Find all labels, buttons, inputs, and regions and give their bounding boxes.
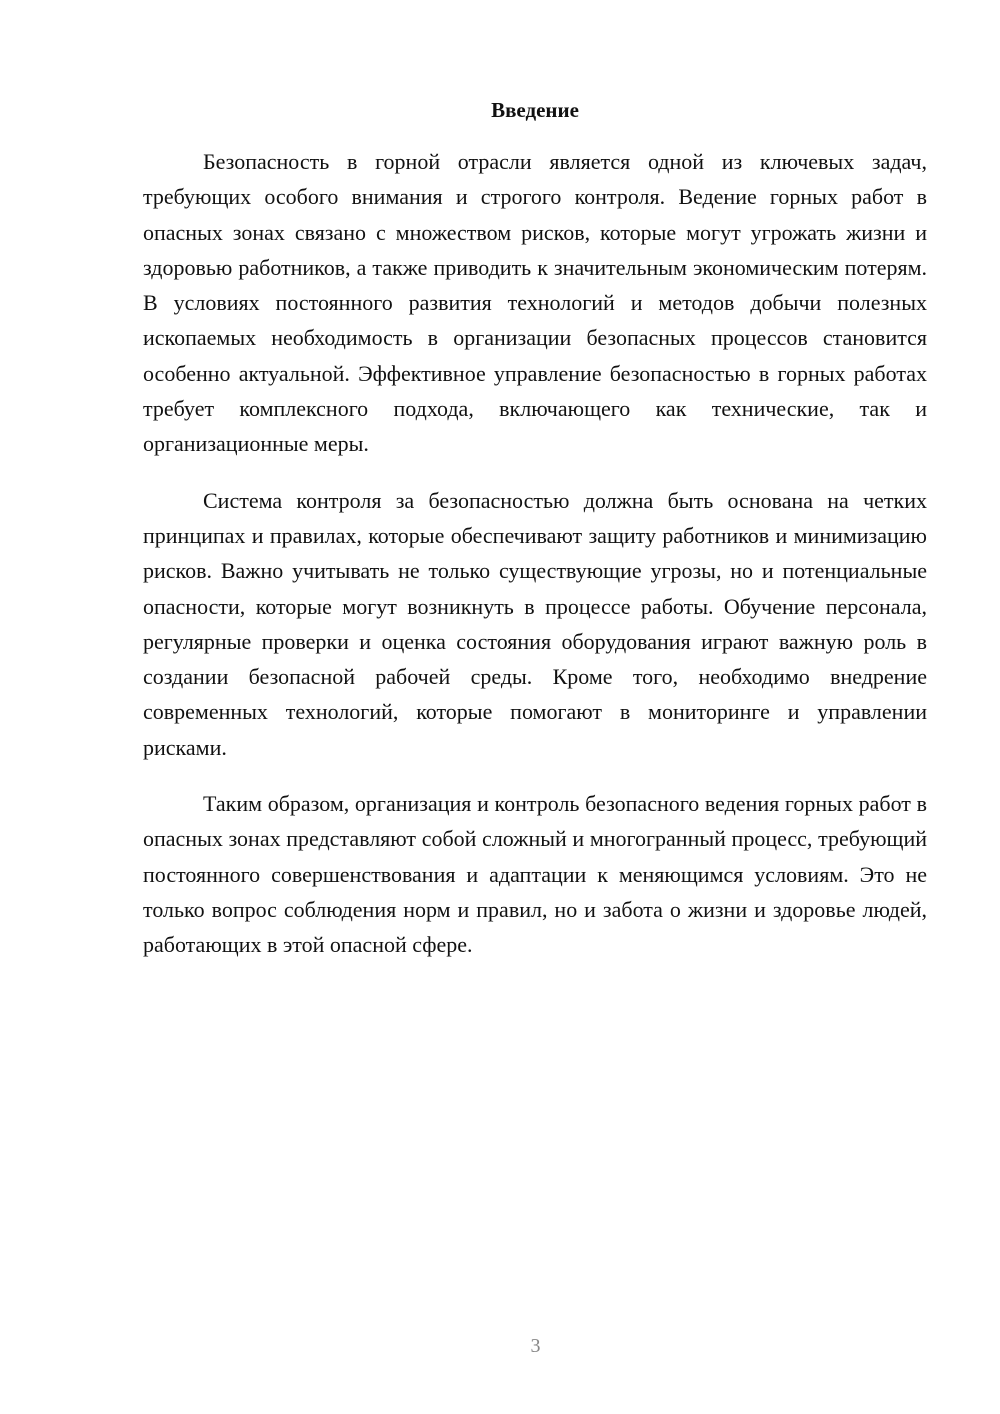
section-title: Введение [491,98,579,122]
page-number: 3 [530,1335,541,1357]
paragraph-3: Таким образом, организация и контроль безопасного ведения горных работ в опасных зонах представляют собой сложный и многогранный процесс, требующий постоянного совершенствования и адаптации к меняющимся условиям. Это не только вопрос соблюдения норм и правил, но и забота о жизни и здоровье людей, работающих в этой опасной сфере. [143,791,927,958]
paragraph-1: Безопасность в горной отрасли является одной из ключевых задач, требующих особого внимания и строгого контроля. Ведение горных работ в опасных зонах связано с множеством рисков, которые могут угрожать жизни и здоровью работников, а также приводить к значительным экономическим потерям. В условиях постоянного развития технологий и методов добычи полезных ископаемых необходимость в организации безопасных процессов становится особенно актуальной. Эффективное управление безопасностью в горных работах требует комплексного подхода, включающего как технические, так и организационные меры. [143,149,927,457]
paragraph-2: Система контроля за безопасностью должна быть основана на четких принципах и правилах, которые обеспечивают защиту работников и минимизацию рисков. Важно учитывать не только существующие угрозы, но и потенциальные опасности, которые могут возникнуть в процессе работы. Обучение персонала, регулярные проверки и оценка состояния оборудования играют важную роль в создании безопасной рабочей среды. Кроме того, необходимо внедрение современных технологий, которые помогают в мониторинге и управлении рисками. [143,487,927,760]
page-content [143,96,927,984]
